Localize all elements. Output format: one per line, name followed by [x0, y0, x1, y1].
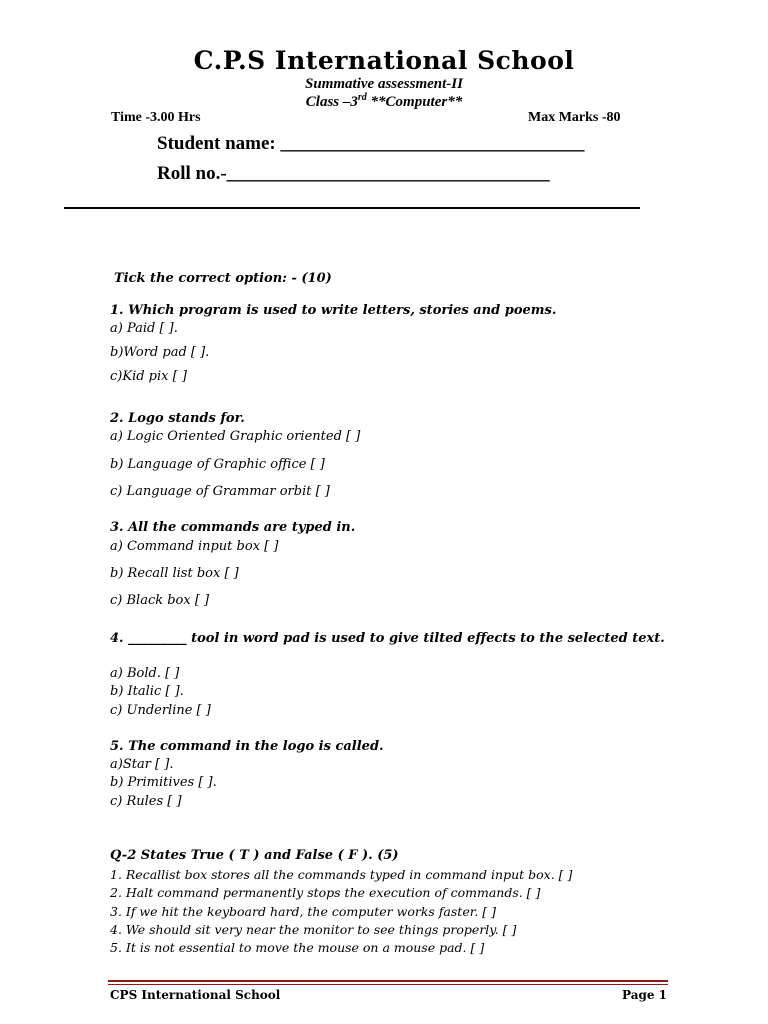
assessment-title: Summative assessment-II [305, 76, 463, 92]
q1-option-a: a) Paid [ ]. [110, 321, 178, 336]
q2-option-a: a) Logic Oriented Graphic oriented [ ] [110, 429, 361, 444]
tf-item-5: 5. It is not essential to move the mouse on a mouse pad. [ ] [110, 940, 485, 955]
q1-option-b: b)Word pad [ ]. [110, 345, 210, 360]
student-name-field: Student name: ________________________________ [157, 133, 585, 154]
section1-instruction: Tick the correct option: - (10) [114, 271, 332, 286]
school-title: C.P.S International School [193, 46, 575, 75]
q3-option-b: b) Recall list box [ ] [110, 566, 239, 581]
q5-option-a: a)Star [ ]. [110, 757, 174, 772]
header-divider [64, 207, 640, 209]
q2-option-c: c) Language of Grammar orbit [ ] [110, 484, 330, 499]
question-4: 4. _________ tool in word pad is used to give tilted effects to the selected text. [110, 631, 665, 646]
question-5: 5. The command in the logo is called. [110, 739, 384, 754]
tf-item-2: 2. Halt command permanently stops the execution of commands. [ ] [110, 885, 541, 900]
time-label: Time -3.00 Hrs [111, 110, 201, 125]
tf-item-1: 1. Recallist box stores all the commands typed in command input box. [ ] [110, 867, 573, 882]
q3-option-a: a) Command input box [ ] [110, 539, 279, 554]
class-title [0, 92, 768, 111]
q1-option-c: c)Kid pix [ ] [110, 369, 187, 384]
section2-heading: Q-2 States True ( T ) and False ( F ). (5) [110, 848, 399, 863]
q4-option-c: c) Underline [ ] [110, 703, 211, 718]
tf-item-4: 4. We should sit very near the monitor to see things properly. [ ] [110, 922, 517, 937]
question-1: 1. Which program is used to write letters, stories and poems. [110, 303, 557, 318]
footer-rule-thick [108, 980, 668, 982]
class-superscript: rd [357, 92, 367, 103]
question-2: 2. Logo stands for. [110, 411, 245, 426]
class-prefix: Class –3 [305, 94, 358, 110]
footer-rule-thin [108, 984, 668, 985]
footer-school-name: CPS International School [110, 988, 281, 1002]
footer-page-number: Page 1 [622, 988, 668, 1002]
q3-option-c: c) Black box [ ] [110, 593, 210, 608]
q5-option-b: b) Primitives [ ]. [110, 775, 217, 790]
q4-option-a: a) Bold. [ ] [110, 666, 180, 681]
roll-no-field: Roll no.-__________________________________ [157, 163, 550, 184]
q4-option-b: b) Italic [ ]. [110, 684, 184, 699]
question-3: 3. All the commands are typed in. [110, 520, 356, 535]
tf-item-3: 3. If we hit the keyboard hard, the computer works faster. [ ] [110, 904, 496, 919]
class-suffix: **Computer** [366, 94, 463, 110]
q2-option-b: b) Language of Graphic office [ ] [110, 457, 325, 472]
q5-option-c: c) Rules [ ] [110, 794, 182, 809]
max-marks-label: Max Marks -80 [528, 110, 621, 125]
